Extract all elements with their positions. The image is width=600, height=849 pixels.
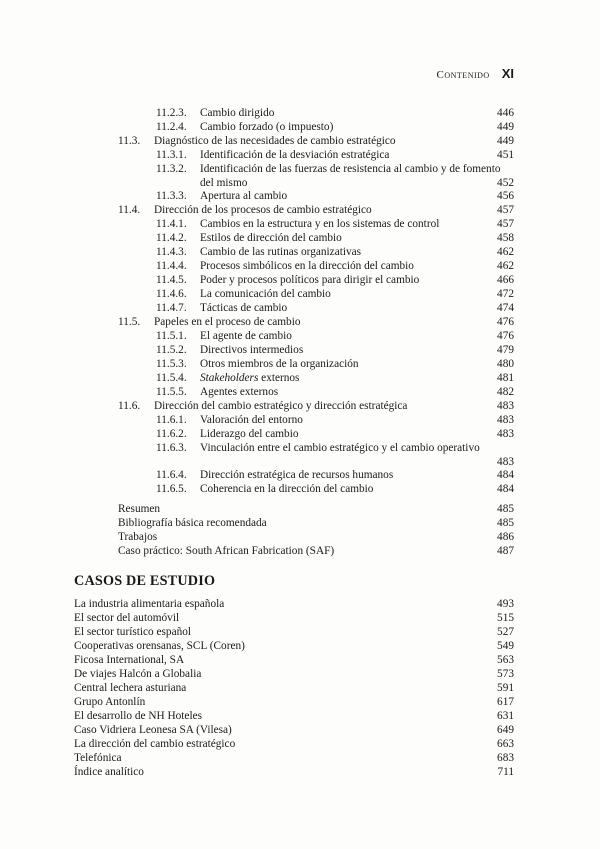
toc-entry-title-text: Dirección del cambio estratégico y dirección estratégica <box>154 400 408 412</box>
toc-entry-title-text: Apertura al cambio <box>200 190 288 202</box>
toc-entry-number: 11.5.4. <box>156 372 187 384</box>
toc-entry-title <box>200 121 333 135</box>
back-matter-title: Caso práctico: South African Fabrication (SAF) <box>118 545 335 557</box>
toc-entry-number: 11.5.5. <box>156 386 187 398</box>
toc-entry-number: 11.4.6. <box>156 288 187 300</box>
case-page: 527 <box>497 626 514 638</box>
toc-entry-number: 11.5.2. <box>156 344 187 356</box>
toc-entry-page: 484 <box>497 483 514 495</box>
running-title: Contenido <box>436 69 490 81</box>
toc-entry-title <box>200 358 359 372</box>
toc-entry-number: 11.6.4. <box>156 469 187 481</box>
toc-entry-number: 11.5.1. <box>156 330 187 342</box>
toc-entry-number: 11.2.4. <box>156 121 187 133</box>
toc-entry-title <box>200 483 373 497</box>
case-title: La dirección del cambio estratégico <box>74 738 236 750</box>
page-header <box>437 66 514 81</box>
case-page: 649 <box>497 724 514 736</box>
toc-entry-page: 483 <box>497 414 514 426</box>
toc-entry-title <box>200 442 514 456</box>
toc-entry-page: 484 <box>497 469 514 481</box>
case-title: Ficosa International, SA <box>74 654 185 666</box>
back-matter-page: 487 <box>497 545 514 557</box>
toc-entry-title-text: Identificación de las fuerzas de resistencia al cambio y de fomento del mismo <box>200 163 501 189</box>
toc-entry-page: 446 <box>497 107 514 119</box>
toc-entry-page: 466 <box>497 274 514 286</box>
toc-entry-title <box>200 149 389 163</box>
toc-entry-title <box>200 386 278 400</box>
case-page: 663 <box>497 738 514 750</box>
toc-entry-page: 456 <box>497 190 514 202</box>
toc-entry-title <box>154 135 396 149</box>
toc-entry-title <box>200 107 274 121</box>
toc-entry-page: 462 <box>497 260 514 272</box>
toc-entry-title-text: Agentes externos <box>200 386 279 398</box>
toc-entry-title-text: Liderazgo del cambio <box>200 428 299 440</box>
toc-entry-title-text: Dirección estratégica de recursos humanos <box>200 469 394 481</box>
toc-entry-page: 474 <box>497 302 514 314</box>
toc-entry-page: 457 <box>497 218 514 230</box>
page-number: XI <box>501 66 514 81</box>
toc-entry-number: 11.3.2. <box>156 163 187 175</box>
toc-entry-title <box>200 218 439 232</box>
toc-entry-title-text: Poder y procesos políticos para dirigir el cambio <box>200 274 420 286</box>
toc-entry-page: 479 <box>497 344 514 356</box>
case-title: De viajes Halcón a Globalia <box>74 668 202 680</box>
toc-entry-number: 11.4.7. <box>156 302 187 314</box>
case-title: Central lechera asturiana <box>74 682 187 694</box>
toc-entry-number: 11.2.3. <box>156 107 187 119</box>
toc-entry-page: 458 <box>497 232 514 244</box>
toc-entry-page: 476 <box>497 330 514 342</box>
case-page: 591 <box>497 682 514 694</box>
toc-entry-title-text: Cambios en la estructura y en los sistemas de control <box>200 218 440 230</box>
case-title: La industria alimentaria española <box>74 598 225 610</box>
toc-entry-number: 11.3. <box>118 135 141 147</box>
toc-entry-number: 11.4.2. <box>156 232 187 244</box>
toc-entry-title-text: Coherencia en la dirección del cambio <box>200 483 374 495</box>
toc-entry-title-text: Papeles en el proceso de cambio <box>154 316 301 328</box>
toc-entry-title <box>154 204 372 218</box>
toc-entry-title-text: Cambio dirigido <box>200 107 275 119</box>
toc-entry-title-text: Dirección de los procesos de cambio estratégico <box>154 204 372 216</box>
case-title: Grupo Antonlín <box>74 696 146 708</box>
toc-entry-number: 11.6.1. <box>156 414 187 426</box>
toc-entry-title <box>200 190 287 204</box>
toc-entry-title-text: externos <box>258 372 300 384</box>
toc-entry-page: 449 <box>497 135 514 147</box>
toc-entry-number: 11.5. <box>118 316 141 328</box>
back-matter-title: Bibliografía básica recomendada <box>118 517 267 529</box>
toc-entry-title <box>200 344 303 358</box>
toc-entry-page: 462 <box>497 246 514 258</box>
cases-section-title: CASOS DE ESTUDIO <box>74 573 216 589</box>
toc-entry-number: 11.3.3. <box>156 190 187 202</box>
toc-entry-page: 472 <box>497 288 514 300</box>
toc-entry-title <box>200 163 514 190</box>
toc-entry-title-text: El agente de cambio <box>200 330 292 342</box>
toc-entry-title-text: Valoración del entorno <box>200 414 303 426</box>
toc-entry-title <box>200 246 361 260</box>
toc-entry-title-text: Diagnóstico de las necesidades de cambio estratégico <box>154 135 396 147</box>
toc-entry-page: 449 <box>497 121 514 133</box>
toc-entry-title <box>200 330 292 344</box>
toc-entry-title-text: Identificación de la desviación estratégica <box>200 149 390 161</box>
case-title: El desarrollo de NH Hoteles <box>74 710 202 722</box>
toc-entry-number: 11.4.1. <box>156 218 187 230</box>
toc-entry-page: 451 <box>497 149 514 161</box>
toc-entry-number: 11.4.5. <box>156 274 187 286</box>
toc-entry-title-text: Vinculación entre el cambio estratégico y el cambio operativo <box>200 442 480 454</box>
toc-entry-title <box>200 469 393 483</box>
case-page: 711 <box>497 766 514 778</box>
toc-entry-number: 11.6. <box>118 400 141 412</box>
toc-entry-title <box>200 302 287 316</box>
toc-entry-page: 483 <box>497 400 514 412</box>
case-title: El sector turístico español <box>74 626 192 638</box>
case-page: 493 <box>497 598 514 610</box>
toc-entry-number: 11.4.4. <box>156 260 187 272</box>
toc-entry-title <box>154 400 407 414</box>
case-title: Caso Vidriera Leonesa SA (Vilesa) <box>74 724 232 736</box>
toc-entry-number: 11.3.1. <box>156 149 187 161</box>
toc-entry-title-text: La comunicación del cambio <box>200 288 331 300</box>
toc-entry-title <box>200 232 342 246</box>
back-matter-title: Trabajos <box>118 531 158 543</box>
back-matter-page: 485 <box>497 503 514 515</box>
toc-entry-title-italic: Stakeholders <box>200 372 259 384</box>
case-title: Índice analítico <box>74 766 144 778</box>
toc-entry-title-text: Estilos de dirección del cambio <box>200 232 342 244</box>
toc-entry-title-text: Otros miembros de la organización <box>200 358 359 370</box>
case-page: 631 <box>497 710 514 722</box>
case-page: 515 <box>497 612 514 624</box>
toc-entry-title <box>200 260 414 274</box>
toc-entry-number: 11.5.3. <box>156 358 187 370</box>
toc-entry-title <box>200 288 331 302</box>
back-matter-title: Resumen <box>118 503 161 515</box>
toc-entry-number: 11.6.3. <box>156 442 187 454</box>
toc-entry-number: 11.4.3. <box>156 246 187 258</box>
toc-entry-page: 480 <box>497 358 514 370</box>
toc-entry-page: 457 <box>497 204 514 216</box>
case-page: 549 <box>497 640 514 652</box>
toc-entry-title-text: Cambio forzado (o impuesto) <box>200 121 334 133</box>
case-title: Cooperativas orensanas, SCL (Coren) <box>74 640 245 652</box>
toc-entry-page: 482 <box>497 386 514 398</box>
toc-entry-title-text: Tácticas de cambio <box>200 302 288 314</box>
case-title: Telefónica <box>74 752 122 764</box>
toc-entry-number: 11.6.2. <box>156 428 187 440</box>
case-page: 563 <box>497 654 514 666</box>
toc-entry-title <box>200 372 299 386</box>
case-title: El sector del automóvil <box>74 612 180 624</box>
toc-entry-title-text: Cambio de las rutinas organizativas <box>200 246 362 258</box>
toc-entry-title <box>200 428 299 442</box>
toc-entry-number: 11.4. <box>118 204 141 216</box>
toc-entry-title <box>200 414 303 428</box>
toc-entry-title <box>154 316 301 330</box>
toc-entry-page: 481 <box>497 372 514 384</box>
toc-entry-page: 483 <box>497 455 514 468</box>
toc-entry-page: 476 <box>497 316 514 328</box>
toc-entry-title-text: Procesos simbólicos en la dirección del cambio <box>200 260 414 272</box>
case-page: 617 <box>497 696 514 708</box>
back-matter-page: 486 <box>497 531 514 543</box>
back-matter-page: 485 <box>497 517 514 529</box>
case-page: 573 <box>497 668 514 680</box>
toc-entry-title <box>200 274 419 288</box>
toc-entry-page: 483 <box>497 428 514 440</box>
toc-entry-title-text: Directivos intermedios <box>200 344 304 356</box>
toc-entry-page: 452 <box>497 176 514 189</box>
case-page: 683 <box>497 752 514 764</box>
toc-entry-number: 11.6.5. <box>156 483 187 495</box>
